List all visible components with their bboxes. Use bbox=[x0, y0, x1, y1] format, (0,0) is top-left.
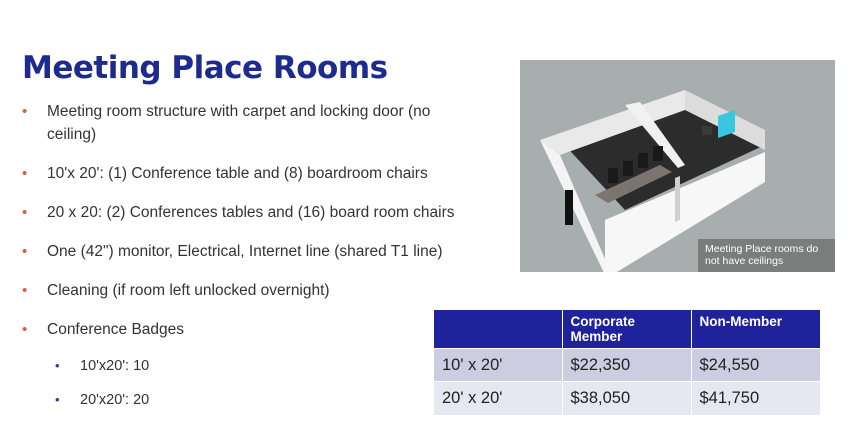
bullet-marker-icon: • bbox=[22, 243, 28, 260]
room-size-cell: 10' x 20' bbox=[434, 349, 562, 382]
list-item-text: Conference Badges bbox=[47, 321, 185, 338]
bullet-marker-icon: • bbox=[22, 165, 28, 182]
column-header-size bbox=[434, 310, 562, 349]
list-item bbox=[22, 162, 482, 185]
sub-list-item bbox=[55, 390, 149, 410]
room-size-cell: 20' x 20' bbox=[434, 382, 562, 415]
non-member-price-cell: $41,750 bbox=[691, 382, 821, 415]
column-header-corporate-member: Corporate Member bbox=[562, 310, 691, 349]
list-item bbox=[22, 201, 482, 224]
list-item bbox=[22, 318, 482, 341]
sub-bullet-marker-icon: • bbox=[55, 358, 60, 373]
list-item bbox=[22, 279, 482, 302]
badge-sub-list bbox=[55, 356, 149, 424]
sub-list-item-text: 20'x20': 20 bbox=[80, 392, 150, 408]
non-member-price-cell: $24,550 bbox=[691, 349, 821, 382]
sub-bullet-marker-icon: • bbox=[55, 392, 60, 407]
list-item bbox=[22, 100, 482, 146]
table-row bbox=[434, 382, 821, 415]
table-header-row bbox=[434, 310, 821, 349]
page-title: Meeting Place Rooms bbox=[22, 50, 388, 86]
pricing-table bbox=[434, 310, 821, 415]
list-item-text: Meeting room structure with carpet and locking door (no ceiling) bbox=[47, 103, 431, 143]
table-row bbox=[434, 349, 821, 382]
bullet-marker-icon: • bbox=[22, 204, 28, 221]
corporate-price-cell: $38,050 bbox=[562, 382, 691, 415]
bullet-marker-icon: • bbox=[22, 282, 28, 299]
column-header-non-member: Non-Member bbox=[691, 310, 821, 349]
corporate-price-cell: $22,350 bbox=[562, 349, 691, 382]
sub-list-item bbox=[55, 356, 149, 376]
bullet-marker-icon: • bbox=[22, 103, 28, 120]
feature-list bbox=[22, 100, 482, 357]
list-item bbox=[22, 240, 482, 263]
list-item-text: 20 x 20: (2) Conferences tables and (16) board room chairs bbox=[47, 204, 455, 221]
image-caption: Meeting Place rooms do not have ceilings bbox=[698, 239, 835, 272]
sub-list-item-text: 10'x20': 10 bbox=[80, 358, 150, 374]
list-item-text: 10'x 20': (1) Conference table and (8) boardroom chairs bbox=[47, 165, 428, 182]
meeting-room-image bbox=[520, 60, 835, 272]
list-item-text: One (42") monitor, Electrical, Internet line (shared T1 line) bbox=[47, 243, 443, 260]
list-item-text: Cleaning (if room left unlocked overnight) bbox=[47, 282, 330, 299]
bullet-marker-icon: • bbox=[22, 321, 28, 338]
